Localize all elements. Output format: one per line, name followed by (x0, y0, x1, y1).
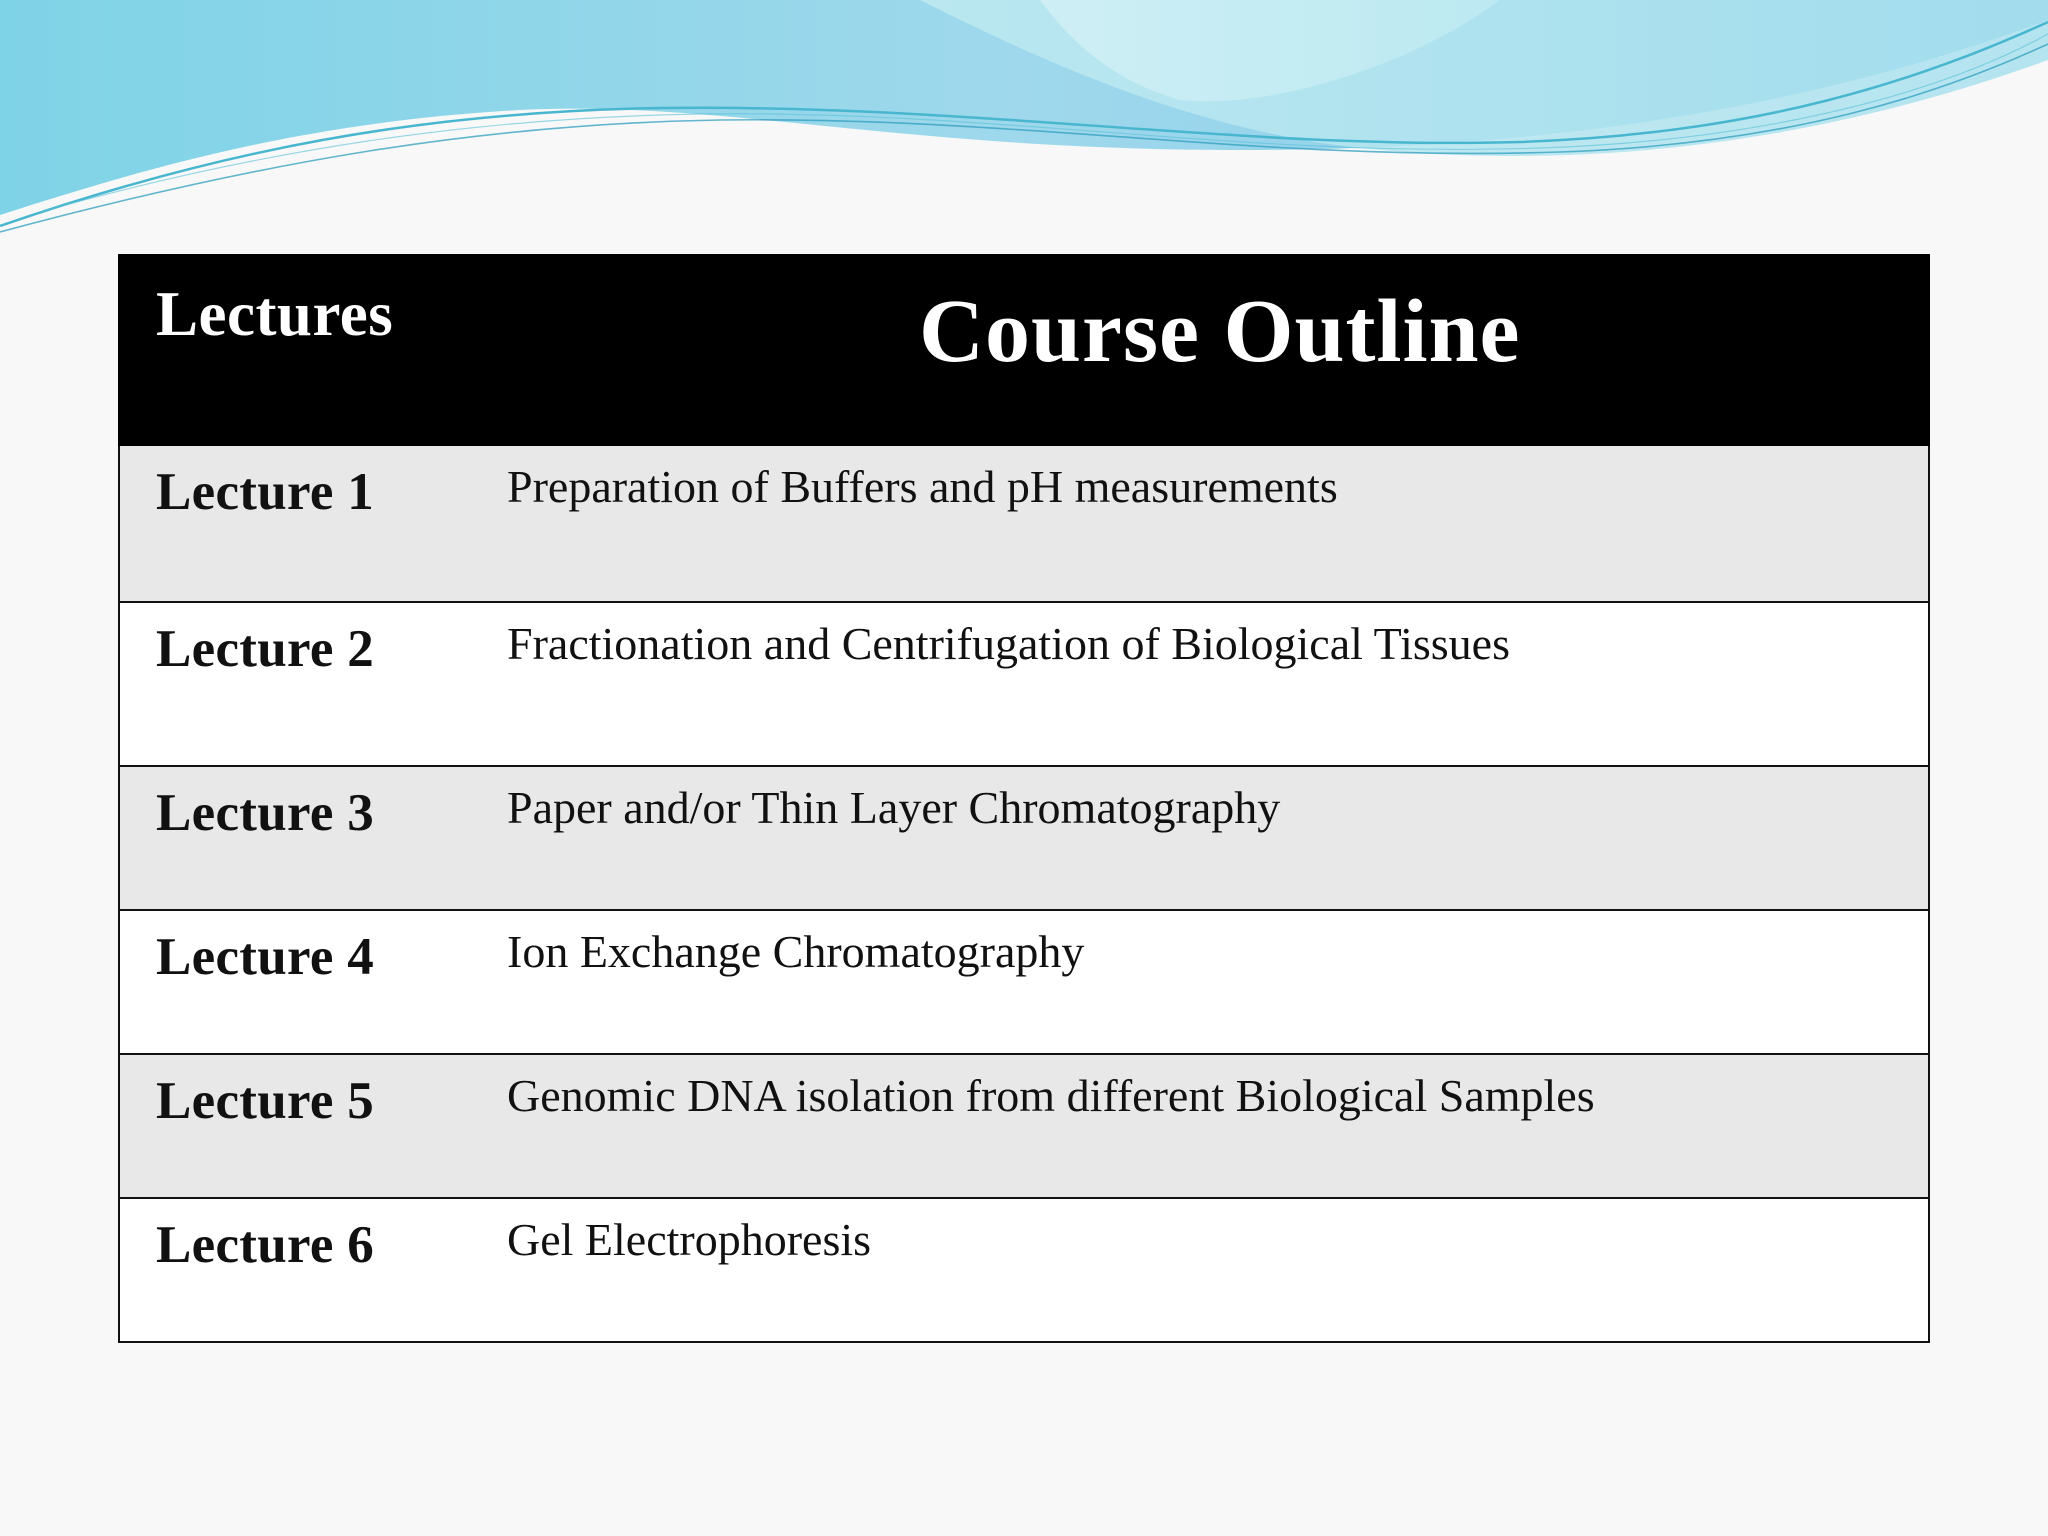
lecture-topic: Gel Electrophoresis (507, 1198, 1929, 1342)
lecture-topic: Genomic DNA isolation from different Biological Samples (507, 1054, 1929, 1198)
lecture-topic: Fractionation and Centrifugation of Biological Tissues (507, 602, 1929, 766)
table-row (119, 445, 1929, 602)
header-lectures: Lectures (119, 255, 507, 445)
lecture-number: Lecture 5 (119, 1054, 507, 1198)
table-header-row (119, 255, 1929, 445)
lecture-number: Lecture 2 (119, 602, 507, 766)
table-row (119, 1054, 1929, 1198)
header-course-outline: Course Outline (507, 255, 1929, 445)
lecture-number: Lecture 6 (119, 1198, 507, 1342)
table-row (119, 910, 1929, 1054)
table-row (119, 1198, 1929, 1342)
lecture-topic: Preparation of Buffers and pH measurements (507, 445, 1929, 602)
lecture-topic: Ion Exchange Chromatography (507, 910, 1929, 1054)
lecture-number: Lecture 3 (119, 766, 507, 910)
lecture-topic: Paper and/or Thin Layer Chromatography (507, 766, 1929, 910)
lecture-number: Lecture 4 (119, 910, 507, 1054)
table-row (119, 766, 1929, 910)
decorative-wave-banner (0, 0, 2048, 240)
table-row (119, 602, 1929, 766)
course-outline-table (118, 254, 1930, 1343)
lecture-number: Lecture 1 (119, 445, 507, 602)
